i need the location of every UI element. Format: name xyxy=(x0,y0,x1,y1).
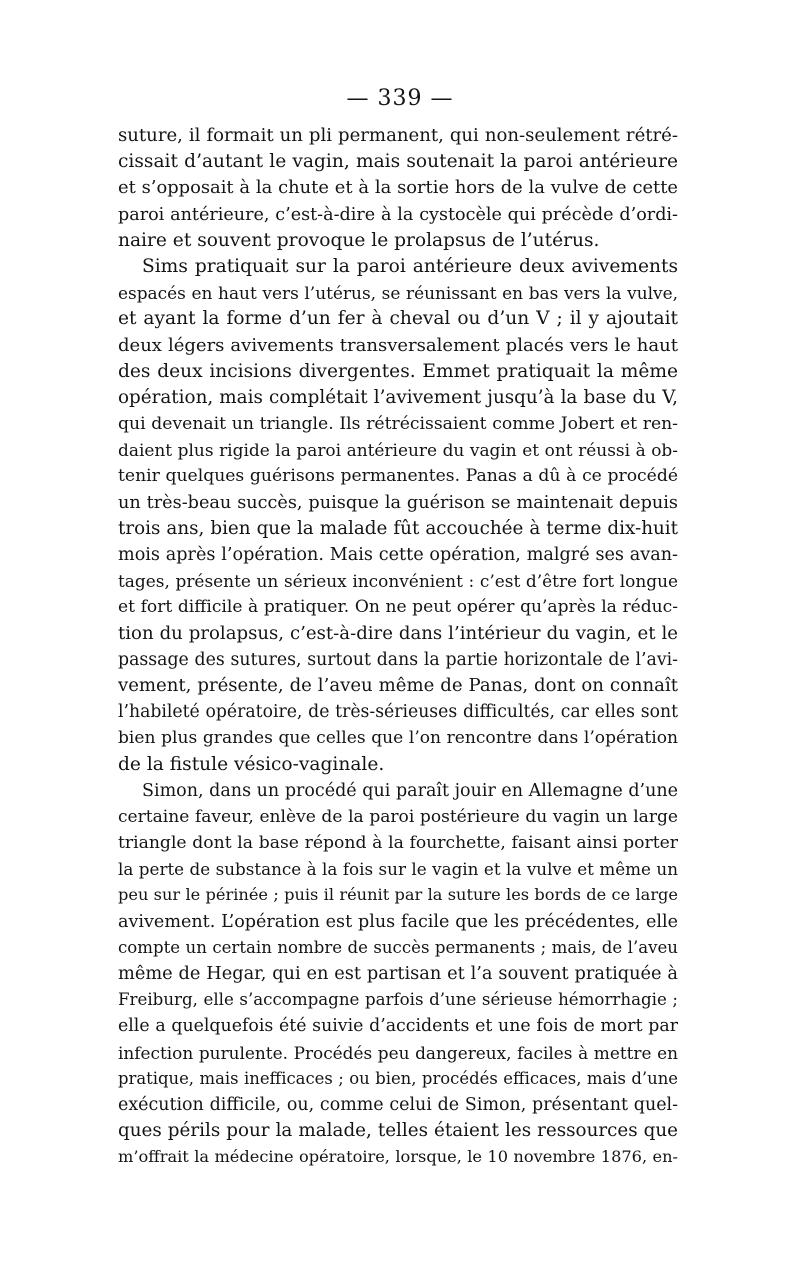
text-line: tages, présente un sérieux inconvénient : c’est d’être fort longue xyxy=(118,571,678,592)
text-line: un très-beau succès, puisque la guérison se maintenait depuis xyxy=(118,492,678,513)
text-line: espacés en haut vers l’utérus, se réunissant en bas vers la vulve, xyxy=(118,283,678,304)
text-line: même de Hegar, qui en est partisan et l’a souvent pratiquée à xyxy=(118,964,678,984)
text-line: vement, présente, de l’aveu même de Panas, dont on connaît xyxy=(118,674,678,696)
text-line: cissait d’autant le vagin, mais soutenait la paroi antérieure xyxy=(118,151,678,173)
text-line: de la fistule vésico-vaginale. xyxy=(118,753,385,775)
text-line: infection purulente. Procédés peu dangereux, faciles à mettre en xyxy=(118,1042,678,1063)
text-line: elle a quelquefois été suivie d’accidents et une fois de mort par xyxy=(118,1016,678,1037)
text-line: paroi antérieure, c’est-à-dire à la cystocèle qui précède d’ordi- xyxy=(118,204,678,225)
text-line: avivement. L’opération est plus facile que les précédentes, elle xyxy=(118,911,678,932)
body-text xyxy=(118,123,678,1171)
text-line: tion du prolapsus, c’est-à-dire dans l’intérieur du vagin, et le xyxy=(118,622,678,644)
text-line: pratique, mais inefficaces ; ou bien, procédés efficaces, mais d’une xyxy=(118,1068,678,1088)
text-line: ques périls pour la malade, telles étaient les ressources que xyxy=(118,1120,678,1142)
text-line: bien plus grandes que celles que l’on rencontre dans l’opération xyxy=(118,728,678,749)
text-line: Freiburg, elle s’accompagne parfois d’une sérieuse hémorrhagie ; xyxy=(118,990,678,1010)
text-line: daient plus rigide la paroi antérieure du vagin et ont réussi à ob- xyxy=(118,440,678,461)
text-line: Simon, dans un procédé qui paraît jouir en Allemagne d’une xyxy=(142,780,678,801)
text-line: peu sur le périnée ; puis il réunit par la suture les bords de ce large xyxy=(118,885,678,905)
text-line: des deux incisions divergentes. Emmet pratiquait la même xyxy=(118,360,678,382)
text-line: trois ans, bien que la malade fût accouchée à terme dix-huit xyxy=(118,517,678,539)
text-line: mois après l’opération. Mais cette opération, malgré ses avan- xyxy=(118,545,678,565)
text-line: suture, il formait un pli permanent, qui non-seulement rétré- xyxy=(118,125,678,146)
text-line: tenir quelques guérisons permanentes. Panas a dû à ce procédé xyxy=(118,466,678,487)
text-line: m’offrait la médecine opératoire, lorsque, le 10 novembre 1876, en- xyxy=(118,1147,678,1167)
text-line: compte un certain nombre de succès permanents ; mais, de l’aveu xyxy=(118,937,678,957)
text-line: deux légers avivements transversalement placés vers le haut xyxy=(118,334,678,356)
text-line: passage des sutures, surtout dans la partie horizontale de l’avi- xyxy=(118,649,678,670)
text-line: opération, mais complétait l’avivement jusqu’à la base du V, xyxy=(118,386,678,408)
text-line: la perte de substance à la fois sur le vagin et la vulve et même un xyxy=(118,859,678,880)
text-line: et fort difficile à pratiquer. On ne peut opérer qu’après la réduc- xyxy=(118,597,678,618)
text-line: triangle dont la base répond à la fourchette, faisant ainsi porter xyxy=(118,833,678,854)
text-line: certaine faveur, enlève de la paroi postérieure du vagin un large xyxy=(118,806,678,827)
text-line: et s’opposait à la chute et à la sortie hors de la vulve de cette xyxy=(118,177,678,199)
page-number: — 339 — xyxy=(346,86,454,111)
text-line: Sims pratiquait sur la paroi antérieure deux avivements xyxy=(142,255,678,277)
text-line: l’habileté opératoire, de très-sérieuses difficultés, car elles sont xyxy=(118,702,678,723)
text-line: exécution difficile, ou, comme celui de Simon, présentant quel- xyxy=(118,1094,678,1115)
text-line: et ayant la forme d’un fer à cheval ou d’un V ; il y ajoutait xyxy=(118,308,678,330)
text-line: qui devenait un triangle. Ils rétrécissaient comme Jobert et ren- xyxy=(118,414,678,435)
text-line: naire et souvent provoque le prolapsus de l’utérus. xyxy=(118,229,600,251)
